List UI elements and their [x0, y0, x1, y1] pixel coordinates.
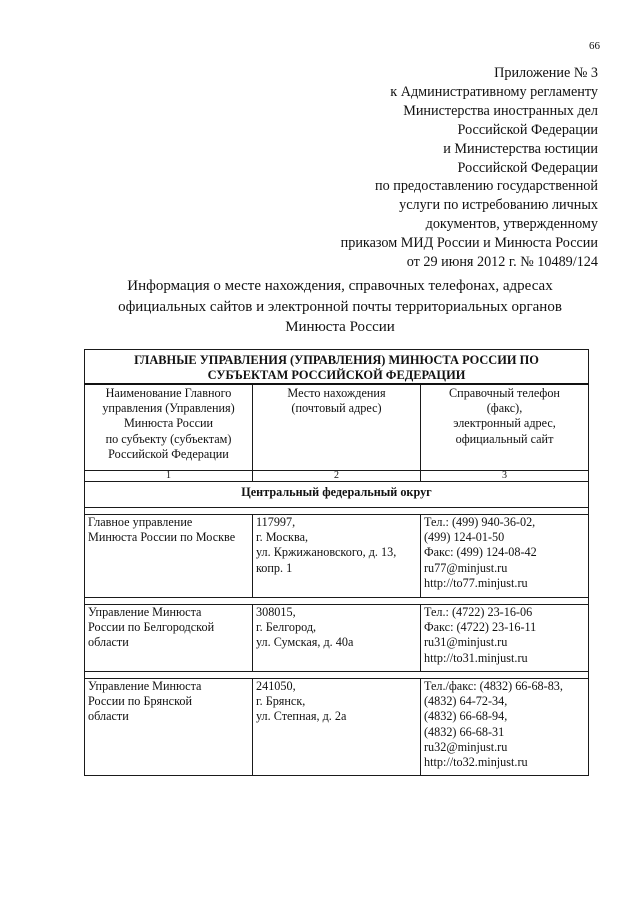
appendix-block	[258, 64, 598, 272]
office-name-line: России по Белгородской	[88, 620, 215, 635]
registry-table	[84, 349, 589, 776]
table-row	[85, 515, 589, 598]
address-line: копр. 1	[256, 560, 293, 575]
address-cell	[253, 605, 421, 672]
column-header-contacts	[421, 384, 589, 471]
table-row	[85, 679, 589, 776]
appendix-line: Российской Федерации	[457, 121, 598, 138]
address-cell	[253, 679, 421, 776]
federal-district-label: Центральный федеральный округ	[85, 482, 589, 508]
column-header-line: Место нахождения	[287, 386, 386, 400]
email-link[interactable]: ru77@minjust.ru	[424, 560, 508, 575]
office-name-line: области	[88, 635, 129, 650]
column-header-line: Наименование Главного	[105, 386, 232, 400]
address-line: ул. Степная, д. 2а	[256, 709, 347, 724]
office-name-line: Управление Минюста	[88, 679, 202, 693]
table-main-header	[85, 350, 589, 385]
table-spacer	[85, 672, 589, 679]
table-district-row	[85, 482, 589, 508]
table-spacer-row	[85, 672, 589, 679]
column-header-line: (почтовый адрес)	[291, 401, 382, 416]
contact-line: Факс: (499) 124-08-42	[424, 545, 537, 560]
address-line: 308015,	[256, 605, 296, 619]
title-line: Информация о месте нахождения, справочных телефонах, адресах	[127, 278, 553, 294]
address-line: 241050,	[256, 679, 296, 693]
title-line: официальных сайтов и электронной почты территориальных органов	[118, 298, 562, 315]
column-header-address	[253, 384, 421, 471]
office-name-line: Главное управление	[88, 515, 193, 529]
address-line: ул. Кржижановского, д. 13,	[256, 545, 397, 560]
office-name-line: Минюста России по Москве	[88, 530, 236, 545]
table-spacer	[85, 508, 589, 515]
office-name-line: области	[88, 709, 129, 724]
office-name-cell	[85, 679, 253, 776]
address-cell	[253, 515, 421, 598]
title-line: Минюста России	[285, 319, 395, 335]
table-spacer-row	[85, 508, 589, 515]
contact-line: Тел./факс: (4832) 66-68-83,	[424, 679, 563, 693]
appendix-line: документов, утвержденному	[425, 216, 598, 233]
address-line: ул. Сумская, д. 40а	[256, 635, 354, 650]
appendix-line: услуги по истребованию личных	[399, 197, 598, 214]
column-number: 1	[85, 471, 253, 482]
table-column-header-row	[85, 384, 589, 471]
column-header-name	[85, 384, 253, 471]
appendix-line: от 29 июня 2012 г. № 10489/124	[406, 254, 598, 271]
office-name-line: Управление Минюста	[88, 605, 202, 619]
website-link[interactable]: http://to77.minjust.ru	[424, 575, 528, 590]
appendix-line: и Министерства юстиции	[443, 140, 598, 157]
contacts-cell	[421, 679, 589, 776]
email-link[interactable]: ru31@minjust.ru	[424, 635, 508, 650]
column-header-line: по субъекту (субъектам)	[105, 431, 232, 446]
contact-line: Тел.: (499) 940-36-02,	[424, 515, 536, 529]
address-line: г. Брянск,	[256, 694, 306, 709]
address-line: 117997,	[256, 515, 296, 529]
address-line: г. Белгород,	[256, 620, 317, 635]
office-name-line: России по Брянской	[88, 694, 192, 709]
appendix-line: по предоставлению государственной	[375, 178, 598, 195]
contact-line: (4832) 64-72-34,	[424, 694, 508, 709]
appendix-line: Российской Федерации	[457, 159, 598, 176]
column-number: 3	[421, 471, 589, 482]
contacts-cell	[421, 515, 589, 598]
contact-line: (4832) 66-68-94,	[424, 709, 508, 724]
email-link[interactable]: ru32@minjust.ru	[424, 739, 508, 754]
contact-line: (499) 124-01-50	[424, 530, 505, 545]
page-number: 66	[589, 40, 600, 52]
column-header-line: управления (Управления)	[102, 401, 235, 416]
table-spacer-row	[85, 598, 589, 605]
appendix-line: к Административному регламенту	[390, 83, 598, 100]
contact-line: Факс: (4722) 23-16-11	[424, 620, 537, 635]
column-header-line: (факс),	[486, 401, 523, 416]
table-row	[85, 605, 589, 672]
column-header-line: Справочный телефон	[449, 386, 560, 400]
column-number: 2	[253, 471, 421, 482]
table-main-header-row	[85, 350, 589, 385]
main-header-line: СУБЪЕКТАМ РОССИЙСКОЙ ФЕДЕРАЦИИ	[207, 367, 466, 382]
main-header-line: ГЛАВНЫЕ УПРАВЛЕНИЯ (УПРАВЛЕНИЯ) МИНЮСТА РОССИИ ПО	[134, 353, 539, 367]
table-spacer	[85, 598, 589, 605]
office-name-cell	[85, 605, 253, 672]
appendix-line: Министерства иностранных дел	[403, 102, 598, 119]
contacts-cell	[421, 605, 589, 672]
table-column-number-row	[85, 471, 589, 482]
website-link[interactable]: http://to31.minjust.ru	[424, 650, 528, 665]
website-link[interactable]: http://to32.minjust.ru	[424, 755, 528, 770]
appendix-line: Приложение № 3	[494, 65, 598, 81]
column-header-line: Российской Федерации	[108, 446, 229, 461]
contact-line: Тел.: (4722) 23-16-06	[424, 605, 533, 619]
column-header-line: официальный сайт	[455, 431, 554, 446]
office-name-cell	[85, 515, 253, 598]
contact-line: (4832) 66-68-31	[424, 724, 505, 739]
column-header-line: электронный адрес,	[453, 416, 556, 431]
document-title	[60, 276, 620, 338]
column-header-line: Минюста России	[123, 416, 214, 431]
appendix-line: приказом МИД России и Минюста России	[340, 235, 598, 252]
address-line: г. Москва,	[256, 530, 309, 545]
